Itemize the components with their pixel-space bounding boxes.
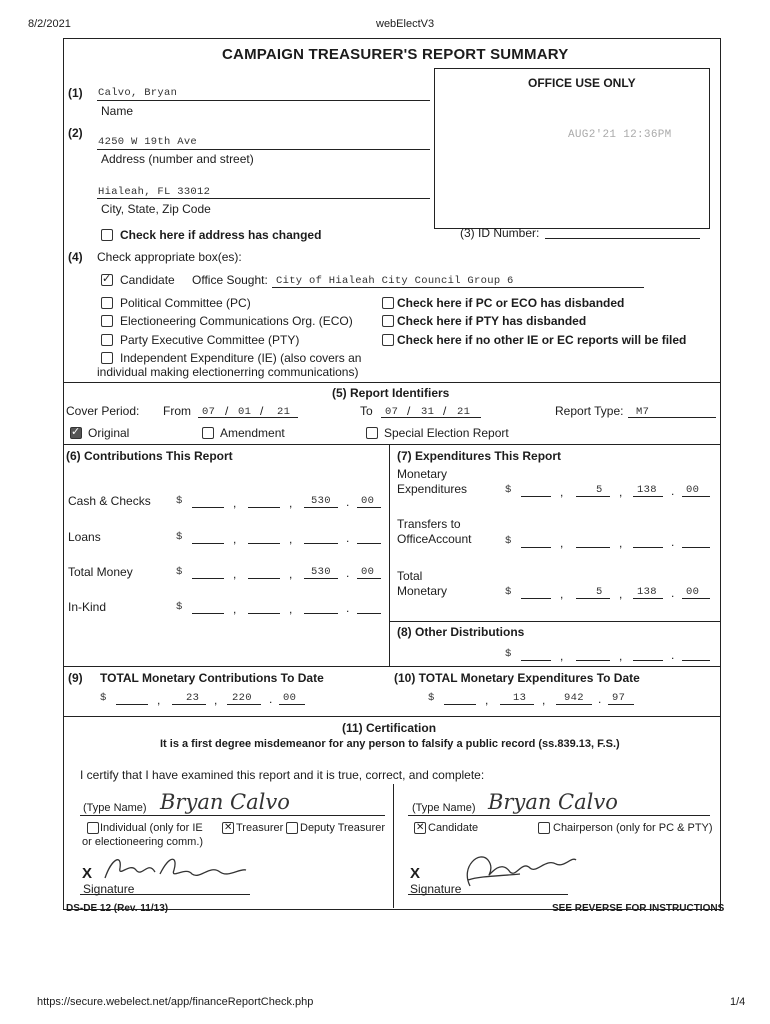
no-other-reports-checkbox[interactable] (382, 334, 394, 346)
contrib-to-date-cents[interactable]: 00 (283, 692, 297, 704)
print-page-title: webElectV3 (376, 18, 435, 30)
pty-disbanded-checkbox[interactable] (382, 315, 394, 327)
other-dist-comma-2: , (619, 649, 623, 663)
monetary-exp-comma-1: , (560, 485, 564, 499)
office-sought-label: Office Sought: (192, 273, 268, 287)
deputy-treasurer-label: Deputy Treasurer (300, 822, 385, 834)
monetary-exp-hundreds[interactable]: 138 (637, 484, 657, 496)
item4-label: Check appropriate box(es): (97, 250, 242, 264)
transfers-dollar-sign: $ (505, 535, 512, 547)
other-dist-dot: . (671, 648, 675, 662)
pty-checkbox[interactable] (101, 334, 113, 346)
transfers-comma-2: , (619, 536, 623, 550)
candidate-label: Candidate (120, 273, 175, 287)
city-value[interactable]: Hialeah, FL 33012 (98, 186, 211, 198)
cash-cents[interactable]: 00 (361, 495, 375, 507)
pty-label: Party Executive Committee (PTY) (120, 333, 300, 347)
item5-title: (5) Report Identifiers (332, 386, 450, 400)
to-label: To (360, 404, 373, 418)
street-value[interactable]: 4250 W 19th Ave (98, 136, 198, 148)
monetary-exp-cents[interactable]: 00 (686, 484, 700, 496)
right-x-mark: X (410, 865, 421, 882)
amendment-checkbox[interactable] (202, 427, 214, 439)
total-money-cents[interactable]: 00 (361, 566, 375, 578)
cash-comma-1: , (233, 496, 237, 510)
cash-checks-label: Cash & Checks (68, 494, 151, 508)
item9-number: (9) (68, 671, 83, 685)
individual-label-line2: or electioneering comm.) (82, 836, 204, 848)
item8-title: (8) Other Distributions (397, 625, 525, 639)
contrib-to-date-dot: . (269, 692, 273, 706)
ie-checkbox[interactable] (101, 352, 113, 364)
monetary-exp-thousands[interactable]: 5 (596, 484, 603, 496)
other-dist-comma-1: , (560, 649, 564, 663)
office-use-label: OFFICE USE ONLY (528, 76, 636, 90)
eco-checkbox[interactable] (101, 315, 113, 327)
contrib-to-date-thousands[interactable]: 23 (186, 692, 200, 704)
report-type-value[interactable]: M7 (636, 406, 650, 418)
item4-number: (4) (68, 250, 83, 264)
name-caption: Name (101, 104, 134, 118)
exp-to-date-thousands[interactable]: 13 (513, 692, 527, 704)
instructions-note: SEE REVERSE FOR INSTRUCTIONS (552, 903, 725, 914)
exp-to-date-cents[interactable]: 97 (612, 692, 626, 704)
contrib-to-date-hundreds[interactable]: 220 (232, 692, 252, 704)
transfers-label-1: Transfers to (397, 517, 461, 531)
contrib-to-date-comma-1: , (157, 693, 161, 707)
office-sought-value[interactable]: City of Hialeah City Council Group 6 (276, 275, 514, 287)
print-page-count: 1/4 (730, 996, 746, 1008)
transfers-label-2: OfficeAccount (397, 532, 472, 546)
exp-to-date-comma-1: , (485, 693, 489, 707)
treasurer-label: Treasurer (236, 822, 284, 834)
from-day[interactable]: 01 (238, 406, 252, 418)
to-day[interactable]: 31 (421, 406, 435, 418)
address-changed-label: Check here if address has changed (120, 228, 322, 242)
total-money-label: Total Money (68, 565, 133, 579)
chairperson-label: Chairperson (only for PC & PTY) (553, 822, 713, 834)
from-month[interactable]: 07 (202, 406, 216, 418)
right-signature-label: Signature (410, 882, 462, 896)
monetary-exp-label-1: Monetary (397, 467, 448, 481)
original-label: Original (88, 426, 130, 440)
pc-checkbox[interactable] (101, 297, 113, 309)
no-other-reports-label: Check here if no other IE or EC reports will be filed (397, 333, 687, 347)
left-signature-drawing[interactable] (100, 850, 250, 886)
in-kind-dollar-sign: $ (176, 601, 183, 613)
total-monetary-dot: . (671, 586, 675, 600)
exp-to-date-dot: . (598, 692, 602, 706)
loans-dollar-sign: $ (176, 531, 183, 543)
cash-dot: . (346, 495, 350, 509)
misdemeanor-warning: It is a first degree misdemeanor for any person to falsify a public record (ss.839.13, F.S.) (160, 738, 620, 750)
received-stamp: AUG2'21 12:36PM (568, 129, 672, 141)
exp-to-date-comma-2: , (542, 693, 546, 707)
other-dist-dollar-sign: $ (505, 648, 512, 660)
from-year[interactable]: 21 (277, 406, 291, 418)
monetary-exp-comma-2: , (619, 485, 623, 499)
pty-disbanded-label: Check here if PTY has disbanded (397, 314, 587, 328)
total-monetary-label-2: Monetary (397, 584, 448, 598)
cash-hundreds[interactable]: 530 (311, 495, 331, 507)
total-money-comma-1: , (233, 567, 237, 581)
to-year[interactable]: 21 (457, 406, 471, 418)
total-monetary-label-1: Total (397, 569, 423, 583)
report-type-label: Report Type: (555, 404, 624, 418)
item11-title: (11) Certification (342, 721, 437, 735)
right-typed-name[interactable]: Bryan Calvo (488, 790, 618, 814)
total-monetary-thousands[interactable]: 5 (596, 586, 603, 598)
monetary-exp-dollar-sign: $ (505, 484, 512, 496)
ie-label-line1: Independent Expenditure (IE) (also covers an (120, 351, 362, 365)
cash-dollar-sign: $ (176, 495, 183, 507)
item10-title: (10) TOTAL Monetary Expenditures To Date (394, 671, 640, 685)
office-use-box (434, 68, 710, 229)
total-monetary-comma-1: , (560, 587, 564, 601)
in-kind-dot: . (346, 601, 350, 615)
item9-title: TOTAL Monetary Contributions To Date (100, 671, 324, 685)
monetary-exp-label-2: Expenditures (397, 482, 468, 496)
ie-label-line2: individual making electionerring communications) (97, 365, 359, 379)
in-kind-comma-1: , (233, 602, 237, 616)
street-caption: Address (number and street) (101, 152, 254, 166)
pc-disbanded-label: Check here if PC or ECO has disbanded (397, 296, 625, 310)
pc-label: Political Committee (PC) (120, 296, 251, 310)
item6-title: (6) Contributions This Report (66, 449, 233, 463)
candidate-cert-label: Candidate (428, 822, 479, 834)
item1-number: (1) (68, 86, 83, 100)
print-date: 8/2/2021 (28, 18, 71, 30)
special-election-label: Special Election Report (384, 426, 509, 440)
total-monetary-comma-2: , (619, 587, 623, 601)
contrib-to-date-comma-2: , (214, 693, 218, 707)
item7-title: (7) Expenditures This Report (397, 449, 562, 463)
left-x-mark: X (82, 865, 93, 882)
special-election-checkbox[interactable] (366, 427, 378, 439)
monetary-exp-dot: . (671, 484, 675, 498)
candidate-cert-checkbox[interactable] (414, 822, 426, 834)
certify-statement: I certify that I have examined this report and it is true, correct, and complete: (80, 768, 485, 782)
original-checkbox[interactable] (70, 427, 82, 439)
total-money-dollar-sign: $ (176, 566, 183, 578)
cover-period-label: Cover Period: (66, 404, 140, 418)
total-monetary-cents[interactable]: 00 (686, 586, 700, 598)
contrib-to-date-dollar-sign: $ (100, 692, 107, 704)
total-money-hundreds[interactable]: 530 (311, 566, 331, 578)
exp-to-date-dollar-sign: $ (428, 692, 435, 704)
individual-label-line1: Individual (only for IE (100, 822, 203, 834)
individual-checkbox[interactable] (87, 822, 99, 834)
cash-comma-2: , (289, 496, 293, 510)
id-number-label: (3) ID Number: (460, 226, 540, 240)
loans-comma-2: , (289, 532, 293, 546)
form-id: DS-DE 12 (Rev. 11/13) (66, 903, 169, 914)
to-month[interactable]: 07 (385, 406, 399, 418)
transfers-comma-1: , (560, 536, 564, 550)
amendment-label: Amendment (220, 426, 285, 440)
total-money-comma-2: , (289, 567, 293, 581)
candidate-checkbox[interactable] (101, 274, 113, 286)
from-label: From (163, 404, 191, 418)
loans-comma-1: , (233, 532, 237, 546)
exp-to-date-hundreds[interactable]: 942 (564, 692, 584, 704)
total-monetary-dollar-sign: $ (505, 586, 512, 598)
right-type-name-label: (Type Name) (412, 802, 476, 814)
total-monetary-hundreds[interactable]: 138 (637, 586, 657, 598)
treasurer-checkbox[interactable] (222, 822, 234, 834)
address-changed-checkbox[interactable] (101, 229, 113, 241)
item2-number: (2) (68, 126, 83, 140)
loans-dot: . (346, 531, 350, 545)
deputy-treasurer-checkbox[interactable] (286, 822, 298, 834)
pc-disbanded-checkbox[interactable] (382, 297, 394, 309)
eco-label: Electioneering Communications Org. (ECO) (120, 314, 353, 328)
transfers-dot: . (671, 535, 675, 549)
left-type-name-label: (Type Name) (83, 802, 147, 814)
name-value[interactable]: Calvo, Bryan (98, 87, 178, 99)
in-kind-comma-2: , (289, 602, 293, 616)
left-signature-label: Signature (83, 882, 135, 896)
total-money-dot: . (346, 566, 350, 580)
left-typed-name[interactable]: Bryan Calvo (160, 790, 290, 814)
form-title: CAMPAIGN TREASURER'S REPORT SUMMARY (222, 46, 569, 63)
in-kind-label: In-Kind (68, 600, 107, 614)
print-url: https://secure.webelect.net/app/financeReportCheck.php (37, 996, 314, 1008)
loans-label: Loans (68, 530, 101, 544)
city-caption: City, State, Zip Code (101, 202, 211, 216)
chairperson-checkbox[interactable] (538, 822, 550, 834)
